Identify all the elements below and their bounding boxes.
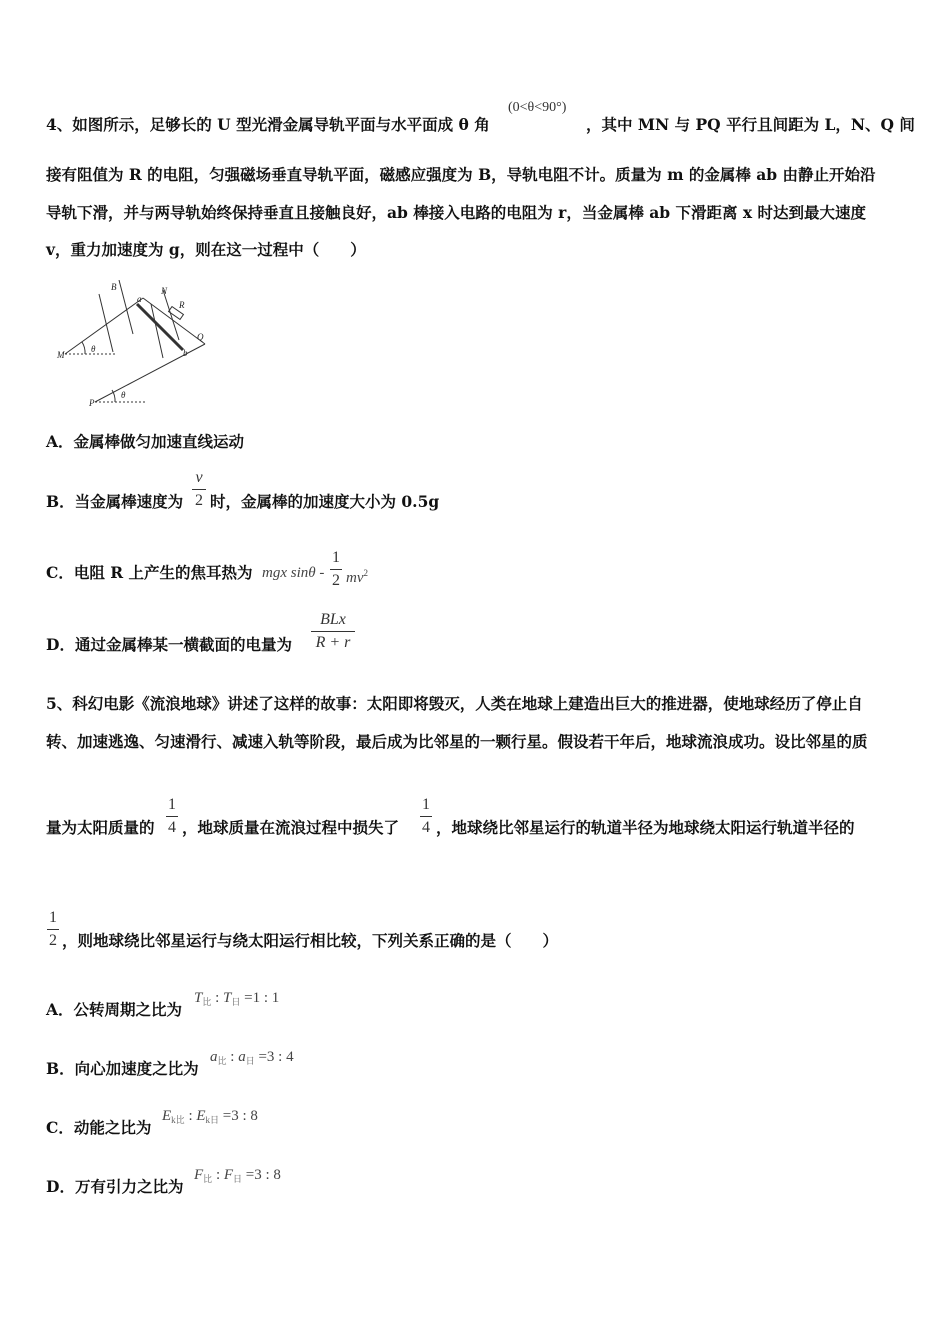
rail-pq bbox=[95, 344, 205, 402]
q4-line-1b: ，其中 MN 与 PQ 平行且间距为 L，N、Q 间 bbox=[586, 115, 915, 134]
label-b: b bbox=[183, 348, 188, 358]
label-a: a bbox=[137, 294, 142, 304]
q5-option-c-pre: C．动能之比为 bbox=[46, 1118, 152, 1137]
q4-line-1 bbox=[46, 115, 490, 135]
q5-line-3b: ，地球质量在流浪过程中损失了 bbox=[182, 818, 400, 837]
label-B: B bbox=[111, 282, 117, 292]
frac-num: v bbox=[195, 469, 203, 486]
q4-option-b-post: 时，金属棒的加速度大小为 0.5g bbox=[210, 492, 440, 511]
frac-den: 2 bbox=[332, 572, 340, 589]
q5-option-a-pre: A．公转周期之比为 bbox=[46, 1000, 183, 1019]
q4-line-2: 接有阻值为 R 的电阻，匀强磁场垂直导轨平面，磁感应强度为 B，导轨电阻不计。质量为 m 的金属棒 ab 由静止开始沿 bbox=[46, 165, 876, 184]
q5-option-d-pre: D．万有引力之比为 bbox=[46, 1177, 184, 1196]
frac-den: R + r bbox=[315, 634, 351, 651]
q5-option-b-expr: $a_比$ : $a_日 =3$ : 4 bbox=[210, 1049, 294, 1066]
label-R: R bbox=[179, 300, 185, 310]
frac-den: 2 bbox=[195, 492, 203, 509]
frac-num: 1 bbox=[168, 796, 176, 813]
q5-frac-1 bbox=[166, 795, 178, 838]
q5-line-4: ，则地球绕比邻星运行与绕太阳运行相比较，下列关系正确的是（ ） bbox=[62, 931, 559, 950]
frac-num: 1 bbox=[332, 549, 340, 566]
q4-diagram bbox=[55, 280, 235, 410]
q5-option-a-expr: $T_比$ : $T_日 =1$ : 1 bbox=[194, 990, 280, 1007]
label-theta-p: θ bbox=[121, 390, 126, 400]
q4-line-3: 导轨下滑，并与两导轨始终保持垂直且接触良好，ab 棒接入电路的电阻为 r，当金属棒 ab 下滑距离 x 时达到最大速度 bbox=[46, 203, 867, 222]
q5-option-c-expr: $E_{k比}$ : $E_{k日} =3$ : 8 bbox=[162, 1108, 258, 1125]
q5-line-3c: ，地球绕比邻星运行的轨道半径为地球绕太阳运行轨道半径的 bbox=[436, 818, 855, 837]
label-N: N bbox=[161, 286, 168, 296]
label-P: P bbox=[89, 398, 95, 408]
frac-den: 4 bbox=[422, 819, 430, 836]
frac-den: 4 bbox=[168, 819, 176, 836]
label-Q: Q bbox=[197, 332, 204, 342]
label-theta-m: θ bbox=[91, 344, 96, 354]
q5-frac-2 bbox=[420, 795, 432, 838]
frac-num: 1 bbox=[422, 796, 430, 813]
frac-num: BLx bbox=[320, 611, 346, 628]
q4-line-4: v，重力加速度为 g，则在这一过程中（ ） bbox=[46, 240, 366, 259]
q5-line-2: 转、加速逃逸、匀速滑行、减速入轨等阶段，最后成为比邻星的一颗行星。假设若干年后，地球流浪成功。设比邻星的质 bbox=[46, 732, 868, 751]
frac-num: 1 bbox=[49, 909, 57, 926]
q5-line-3a: 量为太阳质量的 bbox=[46, 818, 155, 837]
q4-option-c-pre: C．电阻 R 上产生的焦耳热为 bbox=[46, 563, 253, 582]
field-arrow-1 bbox=[99, 294, 113, 352]
q4-option-c-frac bbox=[330, 548, 342, 591]
label-M: M bbox=[57, 350, 65, 360]
frac-den: 2 bbox=[49, 932, 57, 949]
q4-option-a: A．金属棒做匀加速直线运动 bbox=[46, 432, 245, 451]
q4-option-c-expr1: mgx sinθ - bbox=[262, 565, 325, 581]
q4-option-b-frac bbox=[192, 468, 206, 511]
q5-option-b-pre: B．向心加速度之比为 bbox=[46, 1059, 199, 1078]
q4-angle-range: (0<θ<90°) bbox=[508, 100, 567, 115]
angle-arc-m bbox=[82, 342, 85, 354]
q4-option-d-pre: D．通过金属棒某一横截面的电量为 bbox=[46, 635, 292, 654]
q4-stem-start: 4、如图所示，足够长的 U 型光滑金属导轨平面与水平面成 θ 角 bbox=[46, 115, 490, 134]
q5-line-1: 5、科幻电影《流浪地球》讲述了这样的故事：太阳即将毁灭，人类在地球上建造出巨大的推进器，使地球经历了停止自 bbox=[46, 694, 863, 713]
q5-frac-3 bbox=[47, 908, 59, 951]
q4-option-d-frac bbox=[311, 610, 355, 653]
q5-option-d-expr: $F_比$ : $F_日 =3$ : 8 bbox=[194, 1167, 281, 1184]
q4-option-b-pre: B．当金属棒速度为 bbox=[46, 492, 184, 511]
q4-option-c-expr2: $mv^2$ bbox=[346, 568, 368, 586]
